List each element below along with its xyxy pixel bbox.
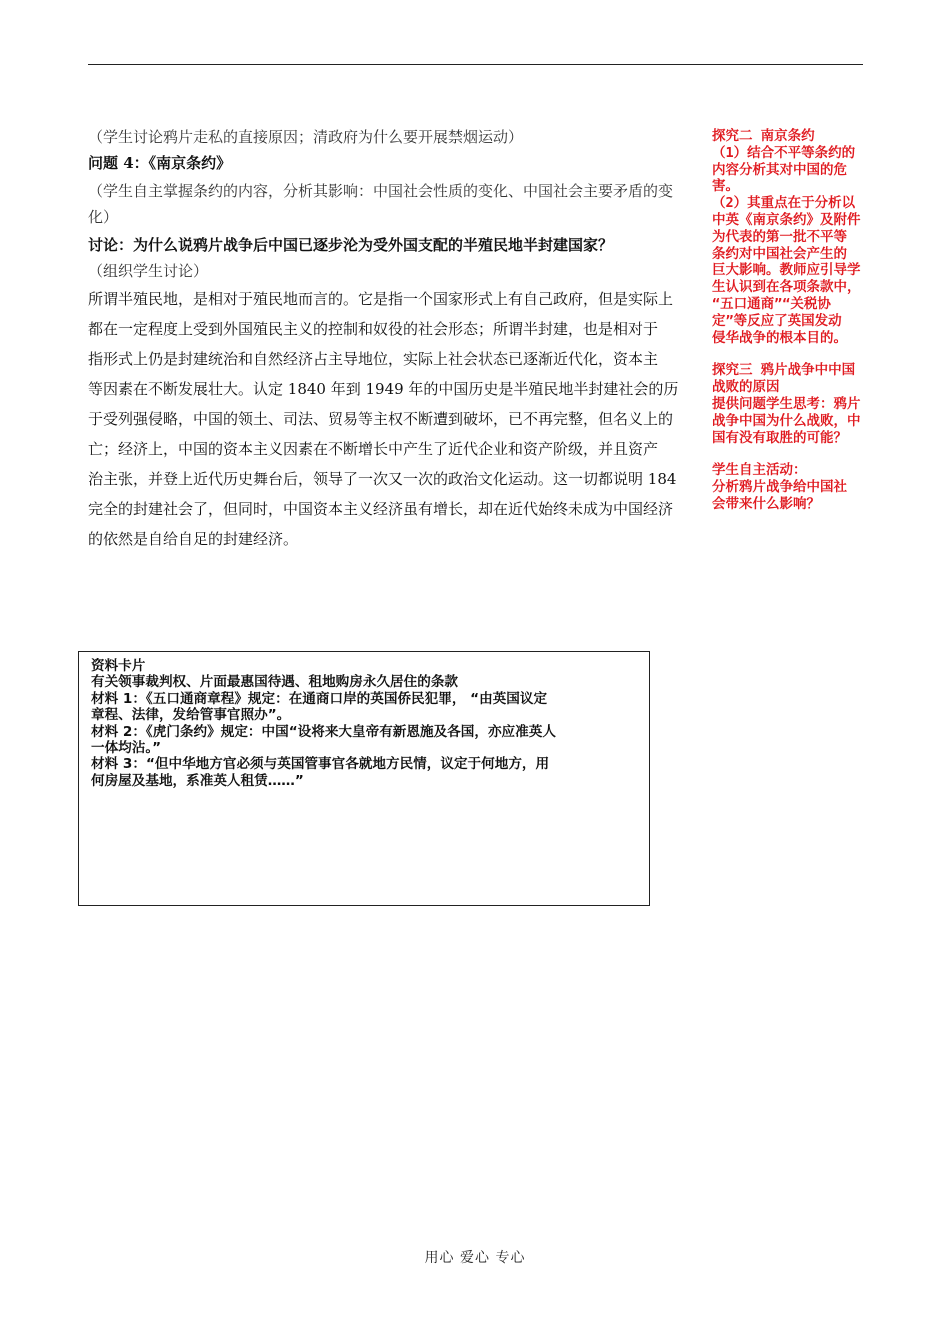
paragraph-line: 所谓半殖民地，是相对于殖民地而言的。它是指一个国家形式上有自己政府，但是实际上: [88, 290, 674, 308]
explore-2-line: 为代表的第一批不平等: [712, 228, 847, 245]
explore-2-block: [712, 128, 898, 346]
explore-2-line: 探究二 南京条约: [712, 128, 815, 144]
mastery-line-2: 化）: [88, 208, 119, 226]
explore-3-line: 提供问题学生思考：鸦片: [712, 395, 861, 412]
explore-3-line: 国有没有取胜的可能？: [712, 429, 847, 446]
explore-3-line: 战争中国为什么战败，中: [712, 412, 861, 429]
question-4-heading: 问题 4：《南京条约》: [88, 154, 232, 172]
info-card: [78, 651, 650, 906]
paragraph-line: 的依然是自给自足的封建经济。: [88, 530, 299, 548]
explore-2-line: 定”等反应了英国发动: [712, 312, 842, 329]
explore-2-line: 侵华战争的根本目的。: [712, 329, 847, 346]
card-material-line: 章程、法律，发给管事官照办”。: [91, 707, 291, 724]
explore-2-line: “五口通商”“关税协: [712, 295, 831, 312]
sidebar-gap: [712, 446, 898, 462]
explore-2-line: 条约对中国社会产生的: [712, 245, 847, 262]
paragraph-line: 于受列强侵略，中国的领土、司法、贸易等主权不断遭到破坏，已不再完整，但名义上的: [88, 410, 674, 428]
sidebar-gap: [712, 346, 898, 362]
activity-line: 会带来什么影响？: [712, 495, 820, 512]
explore-2-line: （1）结合不平等条约的: [712, 144, 856, 161]
card-material-line: 材料 3：“但中华地方官必须与英国管事官各就地方民情，议定于何地方，用: [91, 756, 550, 773]
paragraph-line: 完全的封建社会了，但同时，中国资本主义经济虽有增长，却在近代始终未成为中国经济: [88, 500, 674, 518]
organize-note: （组织学生讨论）: [88, 262, 209, 280]
header-rule: [88, 64, 863, 65]
explore-2-line: （2）其重点在于分析以: [712, 195, 856, 212]
explore-3-block: [712, 362, 898, 446]
explore-2-line: 中英《南京条约》及附件: [712, 211, 861, 228]
card-subtitle: 有关领事裁判权、片面最惠国待遇、租地购房永久居住的条款: [91, 674, 459, 691]
paragraph-line: 治主张，并登上近代历史舞台后，领导了一次又一次的政治文化运动。这一切都说明 184: [88, 470, 677, 488]
main-content: [88, 124, 698, 554]
sidebar-annotations: [712, 128, 898, 513]
card-material-line: 材料 2：《虎门条约》规定：中国“设将来大皇帝有新恩施及各国，亦应准英人: [91, 723, 556, 740]
paragraph-line: 指形式上仍是封建统治和自然经济占主导地位，实际上社会状态已逐渐近代化，资本主: [88, 350, 659, 368]
intro-line: （学生讨论鸦片走私的直接原因；清政府为什么要开展禁烟运动）: [88, 128, 524, 146]
explore-2-line: 害。: [712, 178, 739, 195]
student-activity-block: [712, 462, 898, 512]
activity-line: 分析鸦片战争给中国社: [712, 479, 847, 496]
page-footer: 用心 爱心 专心: [424, 1250, 526, 1266]
explore-2-line: 生认识到在各项条款中，: [712, 279, 861, 296]
explore-3-line: 探究三 鸦片战争中中国: [712, 362, 856, 379]
card-material-line: 一体均沾。”: [91, 739, 162, 756]
paragraph-line: 等因素在不断发展壮大。认定 1840 年到 1949 年的中国历史是半殖民地半封建社会的历: [88, 380, 679, 398]
explore-2-line: 巨大影响。教师应引导学: [712, 262, 861, 279]
semi-colonial-paragraph: [88, 284, 698, 554]
explore-3-line: 战败的原因: [712, 379, 780, 396]
paragraph-line: 亡；经济上，中国的资本主义因素在不断增长中产生了近代企业和资产阶级，并且资产: [88, 440, 659, 458]
activity-line: 学生自主活动：: [712, 462, 807, 479]
mastery-line-1: （学生自主掌握条约的内容，分析其影响：中国社会性质的变化、中国社会主要矛盾的变: [88, 182, 674, 200]
card-material-line: 何房屋及基地，系准英人租赁……”: [91, 772, 304, 789]
discussion-question: 讨论：为什么说鸦片战争后中国已逐步沦为受外国支配的半殖民地半封建国家？: [88, 236, 614, 254]
card-material-line: 材料 1：《五口通商章程》规定：在通商口岸的英国侨民犯罪， “由英国议定: [91, 690, 548, 707]
explore-2-line: 内容分析其对中国的危: [712, 161, 847, 178]
card-title: 资料卡片: [91, 658, 146, 674]
paragraph-line: 都在一定程度上受到外国殖民主义的控制和奴役的社会形态；所谓半封建，也是相对于: [88, 320, 659, 338]
